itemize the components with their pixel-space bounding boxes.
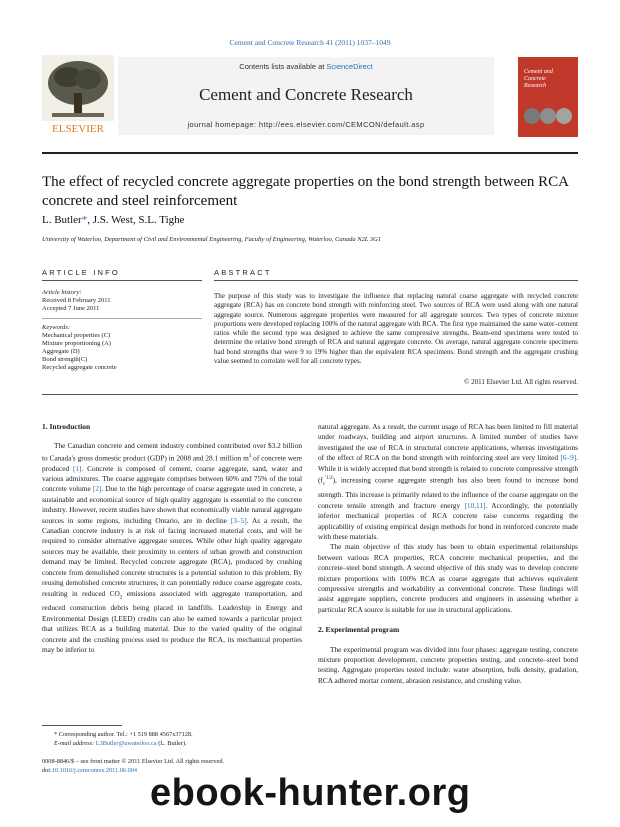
citation-link[interactable]: [3–5] bbox=[230, 515, 247, 525]
abstract-bottom-rule bbox=[42, 394, 578, 395]
author-affiliation: University of Waterloo, Department of Civil and Environmental Engineering, Faculty of Engineering, Waterloo, Canada N2L 3G1 bbox=[42, 236, 382, 243]
keywords-list bbox=[42, 324, 117, 372]
right-column bbox=[318, 422, 578, 686]
cover-graphic-icon bbox=[518, 101, 578, 131]
masthead bbox=[42, 55, 578, 143]
citation-link[interactable]: [1] bbox=[72, 463, 82, 473]
sciencedirect-link[interactable]: ScienceDirect bbox=[326, 62, 373, 71]
left-column bbox=[42, 422, 302, 655]
citation-link[interactable]: [10,11] bbox=[464, 500, 486, 510]
cover-title-line: Research bbox=[524, 83, 547, 89]
author-name[interactable]: L. Butler bbox=[42, 214, 82, 226]
keywords-label: Keywords: bbox=[42, 324, 70, 331]
journal-cover-thumbnail[interactable] bbox=[518, 57, 578, 137]
watermark: ebook-hunter.org bbox=[150, 772, 471, 814]
contents-prefix: Contents lists available at bbox=[239, 62, 325, 71]
citation-link[interactable]: [6–9] bbox=[560, 453, 577, 463]
cover-title-line: Cement and bbox=[524, 69, 553, 75]
abstract-text: The purpose of this study was to investigate the influence that replacing natural coarse aggregate with recycled concrete aggregate (RCA) has on concrete bond strength with reinforcing steel. Two sources of RCA were used along with one natural aggregate source. Numerous aggregate properties were measured for all aggregate sources. Two types of concrete mixture proportions were developed replacing 100% of the natural aggregate with RCA. The first type maintained the same water–cement ratios while the second type was designed to achieve the same compressive strengths. Beam-end specimens were tested to determine the relative bond strength of RCA and natural aggregate concrete. On average, natural aggregate concrete specimens had bond strengths that were 9 to 19% higher than the equivalent RCA specimens. Bond strength and the aggregate crushing value seemed to correlate well for all concrete types. bbox=[214, 292, 578, 366]
history-label: Article history: bbox=[42, 289, 82, 296]
keyword-item: Bond strength(C) bbox=[42, 356, 88, 363]
doi-label: doi: bbox=[42, 767, 52, 774]
intro-paragraph: The Canadian concrete and cement industry combined contributed over $3.2 billion to Canada's gross domestic product (GDP) in 2008 and 28.1 million $m^3$ of concrete were produced [1]. Concrete is composed of cement, coarse aggregate, sand, water and various admixtures. The coarse aggregate comprises between 60% and 75% of the total concrete volume [2]. Due to the high percentage of coarse aggregate used in concrete, a sustainable and economical source of high quality aggregate is essential to the concrete industry. However, recent studies have shown that economically viable natural aggregate sources in some regions, including Ontario, are in decline [3–5]. As a result, the Canadian concrete industry is at risk of facing increased material costs, and will be required to consider alternative aggregate sources. While other high quality aggregate sources may be available, their proximity to centers of urban growth and construction demand may be limited. Recycled concrete aggregate (RCA), produced by crushing concrete from demolished concrete structures is a potential solution to this problem. By reusing demolished concrete structures, it can potentially reduce coarse aggregate costs, resulting in reduced $CO_2$ emissions associated with aggregate transportation, and reduced construction debris being placed in landfills. Leadership in Energy and Environmental Design (LEED) credits can also be earned towards a particular project that utilizes RCA as a building material. Due to the varied quality of the original concrete and the crushing process used to produce the RCA, its mechanical properties may be inferior to bbox=[42, 441, 302, 654]
corresponding-author-note: * Corresponding author. Tel.: +1 519 888 4567x37128. bbox=[54, 731, 193, 738]
article-info-heading: ARTICLE INFO bbox=[42, 268, 120, 277]
accepted-date: Accepted 7 June 2011 bbox=[42, 305, 100, 312]
issn-line: 0008-8846/$ – see front matter © 2011 Elsevier Ltd. All rights reserved. bbox=[42, 758, 225, 765]
article-history bbox=[42, 289, 111, 313]
keyword-item: Aggregate (D) bbox=[42, 348, 80, 355]
elsevier-tree-icon bbox=[42, 55, 114, 135]
abstract-copyright: © 2011 Elsevier Ltd. All rights reserved. bbox=[464, 378, 578, 386]
journal-banner bbox=[118, 57, 494, 135]
header-divider bbox=[42, 152, 578, 154]
contents-line bbox=[118, 62, 494, 71]
intro-paragraph-continued: natural aggregate. As a result, the current usage of RCA has been limited to fill material under roadways, building and airport structures. A limited number of studies have investigated the use of RCA in structural concrete applications, whereas investigations of the effect of RCA on the bond strength with reinforcing steel are very limited [6–9]. While it is widely accepted that bond strength is related to concrete compressive strength $(f_c^{'1/2})$, increasing coarse aggregate strength has also been found to increase bond strength. This increase is primarily related to the influence of the coarse aggregate on the concrete tensile strength and fracture energy [10,11]. Accordingly, the potentially inferior mechanical properties of RCA concrete raise concerns regarding the applicability of existing empirical design methods for bond in reinforced concrete made with these materials. bbox=[318, 422, 579, 541]
doi-link[interactable]: 10.1016/j.cemconres.2011.06.004 bbox=[51, 767, 138, 774]
journal-homepage[interactable]: journal homepage: http://ees.elsevier.com/CEMCON/default.asp bbox=[187, 120, 425, 129]
section-heading-introduction: 1. Introduction bbox=[42, 422, 91, 431]
article-title: The effect of recycled concrete aggregate properties on the bond strength between RCA concrete and steel reinforcement bbox=[42, 174, 569, 209]
cover-title bbox=[524, 69, 574, 90]
received-date: Received 8 February 2011 bbox=[42, 297, 111, 304]
footnote-rule bbox=[42, 725, 122, 726]
journal-name: Cement and Concrete Research bbox=[199, 85, 413, 104]
email-suffix: (L. Butler). bbox=[156, 740, 187, 747]
keyword-item: Mixture proportioning (A) bbox=[42, 340, 111, 347]
coauthor-names[interactable]: , J.S. West, S.L. Tighe bbox=[87, 214, 185, 226]
keyword-item: Mechanical properties (C) bbox=[42, 332, 111, 339]
corresponding-author-icon[interactable]: * bbox=[81, 214, 88, 226]
article-info-rule bbox=[42, 280, 202, 281]
publisher-name: ELSEVIER bbox=[52, 123, 104, 135]
article-authors bbox=[42, 214, 185, 226]
email-label: E-mail address: bbox=[54, 740, 95, 747]
elsevier-logo[interactable] bbox=[42, 55, 114, 135]
experimental-paragraph: The experimental program was divided into four phases: aggregate testing, concrete mixture proportion development, concrete properties testing, and concrete–steel bond testing. Aggregate properties tested include: water absorption, bulk density, gradation, RCA adhered mortar content, abrasion resistance, and crushing value. bbox=[318, 644, 578, 685]
abstract-heading: ABSTRACT bbox=[214, 268, 272, 277]
keyword-item: Recycled aggregate concrete bbox=[42, 364, 117, 371]
info-divider bbox=[42, 318, 202, 319]
doi-line bbox=[42, 767, 137, 774]
cover-title-line: Concrete bbox=[524, 76, 546, 82]
journal-reference[interactable]: Cement and Concrete Research 41 (2011) 1037–1049 bbox=[229, 38, 391, 47]
section-heading-experimental: 2. Experimental program bbox=[318, 625, 400, 635]
author-email-link[interactable]: L3Butler@uwaterloo.ca bbox=[95, 740, 157, 747]
objectives-paragraph: The main objective of this study has been to obtain experimental relationships between various RCA properties, RCA concrete mechanical properties, and the concrete–steel bond strength. A second objective of this study was to develop concrete mixture proportions with 100% RCA as coarse aggregate that achieves equivalent compressive strengths and workability as conventional concrete. These findings will assist aggregate suppliers, concrete producers and engineers in assessing whether a particular RCA source is suitable for use in structural applications. bbox=[318, 542, 578, 614]
email-note bbox=[54, 740, 187, 747]
abstract-rule bbox=[214, 280, 578, 281]
citation-link[interactable]: [2] bbox=[92, 484, 102, 494]
